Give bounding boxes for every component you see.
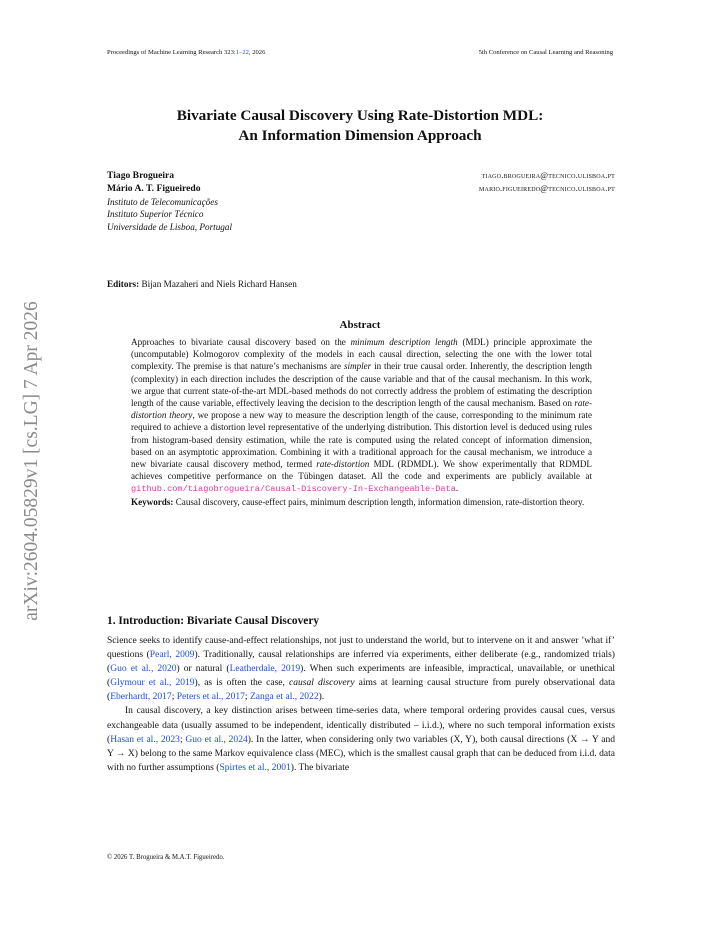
abstract-text: MDL (RDMDL). We show experimentally that RDMDL achieves competitive performance on the Tübingen dataset. All the code and experiments are publicly available at bbox=[131, 459, 592, 482]
code-repository-link[interactable]: github.com/tiagobrogueira/Causal-Discovery-In-Exchangeable-Data bbox=[131, 484, 456, 495]
section-heading: 1. Introduction: Bivariate Causal Discovery bbox=[107, 615, 320, 627]
arxiv-stamp-text: arXiv:2604.05829v1 [cs.LG] 7 Apr 2026 bbox=[21, 301, 42, 621]
abstract-text: . bbox=[455, 483, 459, 494]
intro-text: ). When such experiments are infeasible, impractical, unavailable, or unethical ( bbox=[107, 663, 615, 689]
author-row bbox=[107, 182, 615, 195]
abstract-heading: Abstract bbox=[339, 319, 381, 331]
intro-paragraph-2 bbox=[107, 704, 615, 774]
citation-link[interactable]: Guo et al., 2020 bbox=[110, 663, 177, 675]
citation-link[interactable]: Eberhardt, 2017 bbox=[110, 691, 172, 703]
intro-text: ) or natural ( bbox=[176, 663, 230, 675]
intro-text: ). bbox=[318, 691, 325, 703]
introduction-body bbox=[107, 634, 615, 775]
abstract-body bbox=[131, 336, 592, 508]
intro-text: aims at learning causal structure from purely observational data ( bbox=[107, 677, 615, 703]
affiliation: Universidade de Lisboa, Portugal bbox=[107, 222, 233, 232]
keywords-list: Causal discovery, cause-effect pairs, minimum description length, information dimension, rate-distortion theory. bbox=[175, 496, 585, 507]
abstract-text: (MDL) principle approximate the (uncomputable) Kolmogorov complexity of the models in each causal direction, selecting the one with the lower total complexity. The premise is that nature’s mechanisms are bbox=[131, 337, 592, 372]
citation-link[interactable]: Zanga et al., 2022 bbox=[249, 691, 319, 703]
author-name: Tiago Brogueira bbox=[107, 170, 175, 181]
citation-link[interactable]: Spirtes et al., 2001 bbox=[219, 761, 291, 773]
author-row bbox=[107, 169, 615, 182]
citation-link[interactable]: Pearl, 2009 bbox=[149, 649, 195, 661]
copyright-footer: © 2026 T. Brogueira & M.A.T. Figueiredo. bbox=[107, 854, 225, 861]
author-email[interactable]: tiago.brogueira@tecnico.ulisboa.pt bbox=[481, 171, 615, 180]
abstract-text: in their true causal order. Inherently, the description length (complexity) in each direction includes the description of the cause variable and that of the causal mechanism. In this work, we argue that current state-of-the-art MDL-based methods do not correctly address the problem of estimating the description length of the cause variable, effectively leaving the decision to the description length of the causal mechanism. Based on bbox=[131, 361, 592, 409]
author-name: Mário A. T. Figueiredo bbox=[107, 183, 201, 195]
intro-text: ). In the latter, when considering only two variables (X, Y), both causal directions (X → Y and Y → X) belong to the same Markov equivalence class (MEC), which is the smallest causal graph that can be deduced from i.i.d. data with no further assumptions ( bbox=[107, 733, 615, 773]
intro-paragraph-1 bbox=[107, 634, 615, 704]
paper-title bbox=[0, 106, 720, 146]
author-block bbox=[107, 169, 615, 234]
keywords-label: Keywords: bbox=[131, 496, 174, 507]
abstract-text: Approaches to bivariate causal discovery based on the bbox=[131, 337, 351, 347]
citation-link[interactable]: Leatherdale, 2019 bbox=[229, 663, 301, 675]
editors-line bbox=[107, 279, 297, 289]
abstract-emphasis: rate-distortion theory bbox=[131, 398, 592, 421]
running-header-right: 5th Conference on Causal Learning and Reasoning bbox=[478, 49, 613, 56]
author-email[interactable]: mario.figueiredo@tecnico.ulisboa.pt bbox=[479, 184, 615, 194]
affiliation: Instituto de Telecomunicações bbox=[107, 196, 218, 207]
keywords-line bbox=[131, 496, 592, 508]
citation-separator: ; bbox=[244, 691, 250, 703]
abstract-text: , we propose a new way to measure the description length of the cause, corresponding to the minimum rate required to achieve a distortion level representative of the underlying distribution. This distortion level is deduced using rules from histogram-based density estimation, while the rate is computed using the related concept of information dimension, based on an asymptotic approximation. Combining it with a traditional approach for the causal mechanism, we introduce a new bivariate causal discovery method, termed bbox=[131, 410, 592, 470]
title-line-2: An Information Dimension Approach bbox=[238, 127, 482, 144]
abstract-emphasis: rate-distortion bbox=[316, 459, 370, 470]
proceedings-text: Proceedings of Machine Learning Research 323: bbox=[107, 49, 236, 56]
intro-text: ). The bivariate bbox=[290, 761, 350, 773]
citation-link[interactable]: Guo et al., 2024 bbox=[185, 733, 248, 745]
page-range-link[interactable]: 1–22 bbox=[235, 49, 249, 56]
intro-emphasis: causal discovery bbox=[288, 677, 355, 689]
abstract-emphasis: simpler bbox=[343, 361, 372, 372]
title-line-1: Bivariate Causal Discovery Using Rate-Distortion MDL: bbox=[176, 107, 544, 124]
abstract-emphasis: minimum description length bbox=[350, 337, 458, 347]
intro-text: ), as is often the case, bbox=[194, 677, 289, 689]
editors-names: Bijan Mazaheri and Niels Richard Hansen bbox=[141, 279, 297, 289]
running-header-left bbox=[107, 49, 265, 56]
proceedings-year: , 2026 bbox=[248, 49, 266, 56]
intro-text: Science seeks to identify cause-and-effect relationships, not just to understand the world, but to intervene on it and answer ’what if’ questions ( bbox=[107, 635, 615, 661]
citation-separator: ; bbox=[171, 691, 177, 703]
citation-link[interactable]: Hasan et al., 2023 bbox=[110, 733, 180, 745]
citation-link[interactable]: Peters et al., 2017 bbox=[176, 691, 245, 703]
citation-link[interactable]: Glymour et al., 2019 bbox=[110, 677, 195, 689]
editors-label: Editors: bbox=[107, 279, 140, 289]
citation-separator: ; bbox=[179, 733, 186, 745]
intro-text: ). Traditionally, causal relationships are inferred via experiments, either deliberate (e.g., randomized trials) ( bbox=[107, 649, 615, 675]
affiliation: Instituto Superior Técnico bbox=[107, 209, 204, 220]
intro-text: In causal discovery, a key distinction arises between time-series data, where temporal ordering provides causal cues, versus exchangeable data (usually assumed to be independent, identically distributed – i.i.d.), where no such temporal information exists ( bbox=[107, 705, 615, 745]
